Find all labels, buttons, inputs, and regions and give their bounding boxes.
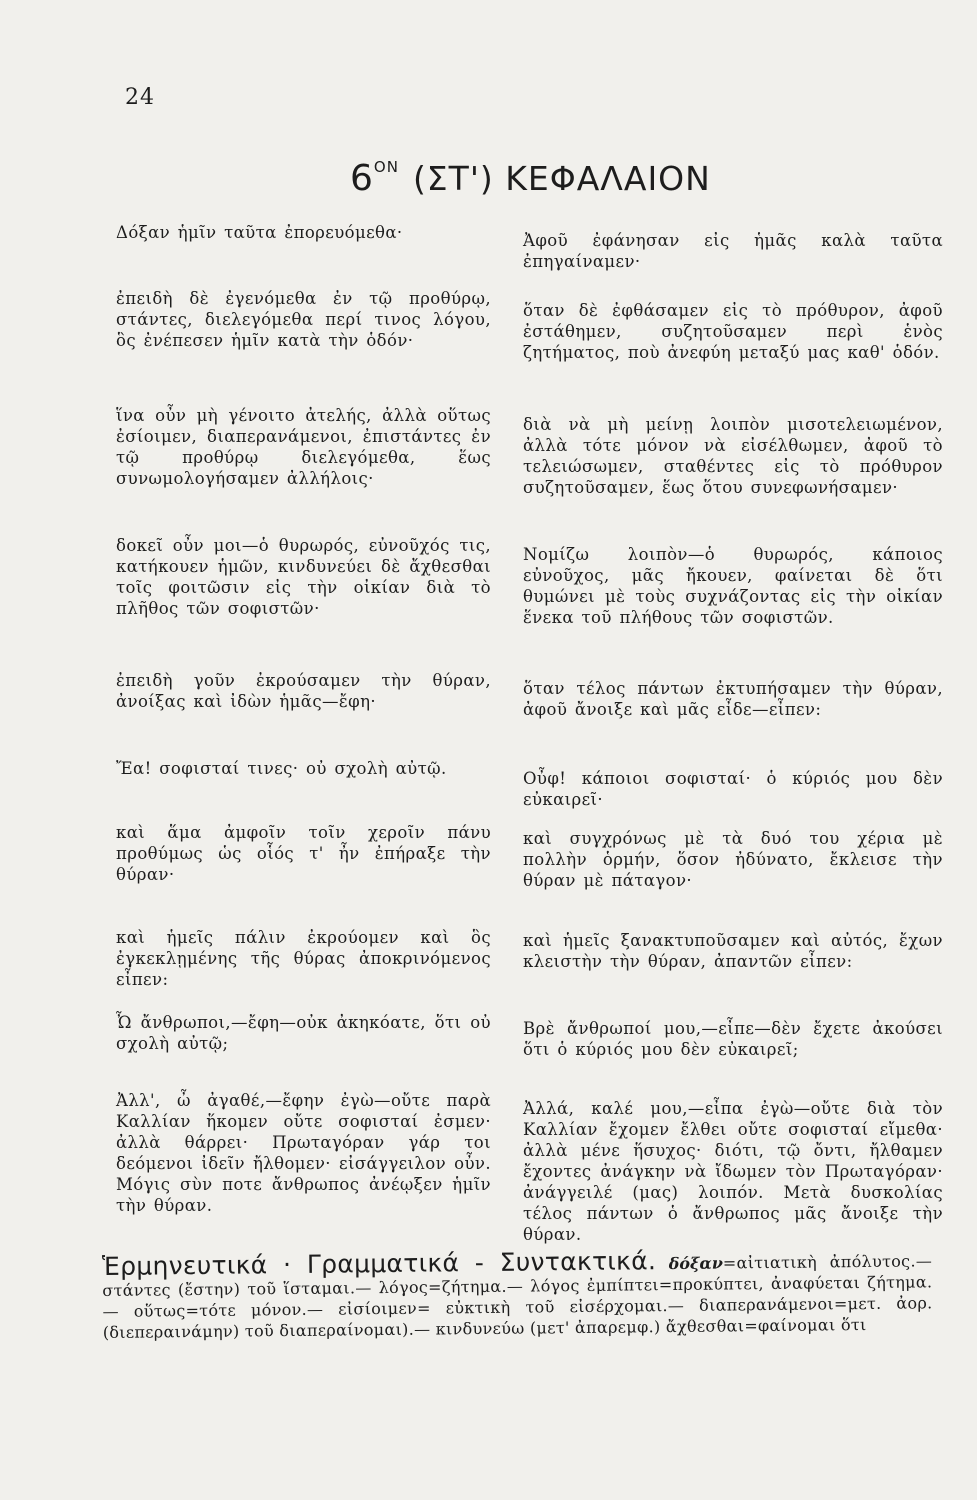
chapter-title	[350, 158, 711, 199]
translation-paragraph: Ἀλλά, καλέ μου,—εἶπα ἐγὼ—οὔτε διὰ τὸν Καλλίαν ἔχομεν ἔλθει οὔτε σοφισταί εἴμεθα· ἀλλὰ μένε ἥσυχος· διότι, τῷ ὄντι, ἤλθαμεν ἔχοντες ἀνάγκην νὰ ἴδωμεν τὸν Πρωταγόραν· ἀνάγγειλέ (μας) λοιπόν. Μετὰ δυσκολίας τέλος πάντων ὁ ἄνθρωπος μᾶς ἄνοιξε τὴν θύραν.	[523, 1099, 943, 1244]
translation-paragraph: ὅταν δὲ ἐφθάσαμεν εἰς τὸ πρόθυρον, ἀφοῦ ἐστάθημεν, συζητοῦσαμεν περὶ ἑνὸς ζητήματος, ποὺ ἀνεφύη μεταξύ μας καθ' ὁδόν.	[523, 301, 943, 362]
original-paragraph: ἵνα οὖν μὴ γένοιτο ἀτελής, ἀλλὰ οὕτως ἐσίοιμεν, διαπερανάμενοι, ἐπιστάντες ἐν τῷ προθύρῳ διελεγόμεθα, ἕως συνωμολογήσαμεν ἀλλήλοις·	[116, 406, 491, 488]
translation-paragraph: διὰ νὰ μὴ μείνῃ λοιπὸν μισοτελειωμένον, ἀλλὰ τότε μόνον νὰ εἰσέλθωμεν, ἀφοῦ τὸ τελειώσωμεν, σταθέντες εἰς τὸ πρόθυρον συζητοῦσαμεν, ἕως ὅτου συνεφωνήσαμεν·	[523, 415, 943, 497]
original-paragraph: δοκεῖ οὖν μοι—ὁ θυρωρός, εὐνοῦχός τις, κατήκουεν ἡμῶν, κινδυνεύει δὲ ἄχθεσθαι τοῖς φοιτῶσιν εἰς τὴν οἰκίαν διὰ τὸ πλῆθος τῶν σοφιστῶν·	[116, 536, 491, 618]
notes-heading: Ἑρμηνευτικά · Γραμματικά - Συντακτικά.	[101, 1246, 657, 1281]
chapter-heading-text: (ΣΤ') ΚΕΦΑΛΑΙΟΝ	[412, 159, 711, 198]
original-paragraph: Δόξαν ἡμῖν ταῦτα ἐπορευόμεθα·	[116, 223, 403, 242]
original-paragraph: Ἀλλ', ὦ ἀγαθέ,—ἔφην ἐγὼ—οὔτε παρὰ Καλλίαν ἥκομεν οὔτε σοφισταί ἐσμεν· ἀλλὰ θάρρει· Πρωταγόραν γάρ τοι δεόμενοι ἰδεῖν ἤλθομεν· εἰσάγγειλον οὖν. Μόγις σὺν ποτε ἄνθρωπος ἀνέῳξεν ἡμῖν τὴν θύραν.	[116, 1091, 491, 1215]
original-paragraph: ἐπειδὴ γοῦν ἐκρούσαμεν τὴν θύραν, ἀνοίξας καὶ ἰδὼν ἡμᾶς—ἔφη·	[116, 671, 491, 711]
notes-block	[102, 1247, 933, 1343]
page-number: 24	[125, 85, 155, 110]
grammar-notes	[101, 1246, 933, 1343]
chapter-ordinal: 6	[350, 158, 374, 199]
notes-lead-term: δόξαν	[668, 1253, 723, 1274]
original-paragraph: καὶ ἅμα ἀμφοῖν τοῖν χεροῖν πάνυ προθύμως ὡς οἷός τ' ἦν ἐπήραξε τὴν θύραν·	[116, 823, 491, 884]
translation-paragraph: Οὖφ! κάποιοι σοφισταί· ὁ κύριός μου δὲν εὐκαιρεῖ·	[523, 769, 943, 809]
chapter-ordinal-suffix: ON	[373, 158, 399, 176]
original-paragraph: Ἔα! σοφισταί τινες· οὐ σχολὴ αὐτῷ.	[116, 759, 447, 778]
translation-paragraph: καὶ συγχρόνως μὲ τὰ δυό του χέρια μὲ πολλὴν ὁρμήν, ὅσον ἠδύνατο, ἔκλεισε τὴν θύραν μὲ πάταγον·	[523, 829, 943, 890]
original-paragraph: Ὦ ἄνθρωποι,—ἔφη—οὐκ ἀκηκόατε, ὅτι οὐ σχολὴ αὐτῷ;	[116, 1013, 491, 1053]
translation-paragraph: καὶ ἡμεῖς ξανακτυποῦσαμεν καὶ αὐτός, ἔχων κλειστὴν τὴν θύραν, ἀπαντῶν εἶπεν:	[523, 931, 943, 971]
notes-body: =αἰτιατικὴ ἀπόλυτος.— στάντες (ἔστην) τοῦ ἵσταμαι.— λόγος=ζήτημα.— λόγος ἐμπίπτει=προκύπτει, ἀναφύεται ζήτημα.— οὕτως=τότε μόνον.— εἰσίοιμεν= εὐκτικὴ τοῦ εἰσέρχομαι.— διαπερανάμενοι=μετ. ἀορ. (διεπεραινάμην) τοῦ διαπεραίνομαι).— κινδυνεύω (μετ' ἀπαρεμφ.) ἄχθεσθαι=φαίνομαι ὅτι	[102, 1251, 933, 1342]
translation-paragraph: Νομίζω λοιπὸν—ὁ θυρωρός, κάποιος εὐνοῦχος, μᾶς ἤκουεν, φαίνεται δὲ ὅτι θυμώνει μὲ τοὺς συχνάζοντας εἰς τὴν οἰκίαν ἕνεκα τοῦ πλήθους τῶν σοφιστῶν.	[523, 545, 943, 627]
translation-paragraph: Ἀφοῦ ἐφάνησαν εἰς ἡμᾶς καλὰ ταῦτα ἐπηγαίναμεν·	[523, 231, 943, 271]
translation-paragraph: ὅταν τέλος πάντων ἐκτυπήσαμεν τὴν θύραν, ἀφοῦ ἄνοιξε καὶ μᾶς εἶδε—εἶπεν:	[523, 679, 943, 719]
original-paragraph: ἐπειδὴ δὲ ἐγενόμεθα ἐν τῷ προθύρῳ, στάντες, διελεγόμεθα περί τινος λόγου, ὃς ἐνέπεσεν ἡμῖν κατὰ τὴν ὁδόν·	[116, 289, 491, 350]
translation-paragraph: Βρὲ ἄνθρωποί μου,—εἶπε—δὲν ἔχετε ἀκούσει ὅτι ὁ κύριός μου δὲν εὐκαιρεῖ;	[523, 1019, 943, 1059]
original-paragraph: καὶ ἡμεῖς πάλιν ἐκρούομεν καὶ ὃς ἐγκεκλῃμένης τῆς θύρας ἀποκρινόμενος εἶπεν:	[116, 928, 491, 989]
